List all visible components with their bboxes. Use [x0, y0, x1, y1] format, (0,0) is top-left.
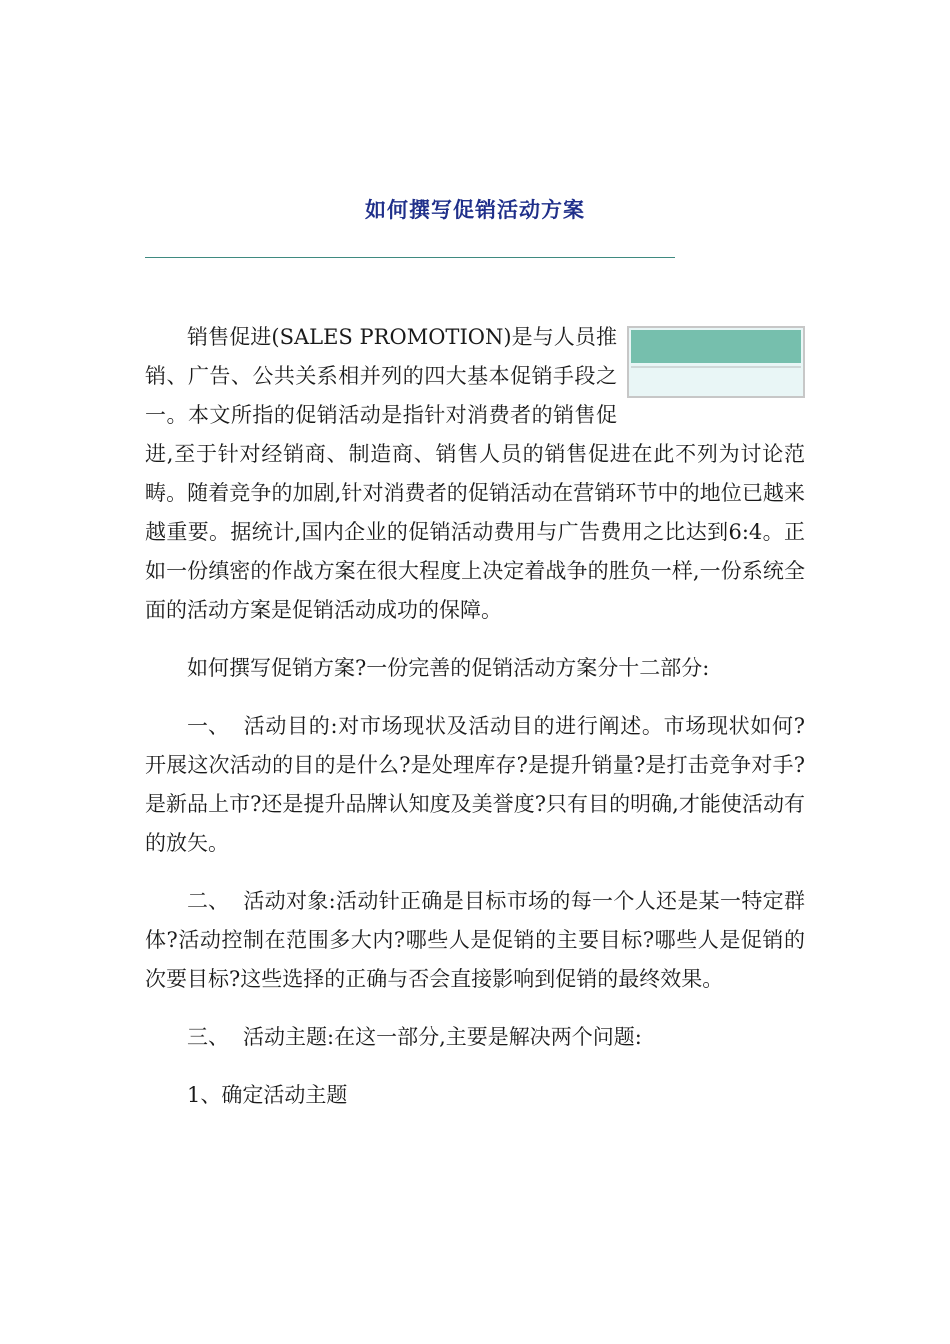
image-header-bar — [631, 330, 801, 363]
image-separator — [631, 366, 801, 368]
sub-item-paragraph: 1、确定活动主题 — [187, 1083, 348, 1107]
section-paragraph — [145, 707, 805, 863]
section-text: 活动对象:活动针正确是目标市场的每一个人还是某一特定群体?活动控制在范围多大内?哪些人是促销的主要目标?哪些人是促销的次要目标?这些选择的正确与否会直接影响到促销的最终效果。 — [145, 889, 805, 991]
section-paragraph — [145, 1018, 805, 1057]
section-number: 一、 — [187, 714, 229, 738]
section-text: 活动主题:在这一部分,主要是解决两个问题: — [243, 1025, 642, 1049]
section-number: 二、 — [187, 889, 229, 913]
document-body — [145, 318, 805, 1134]
section-number: 三、 — [187, 1025, 229, 1049]
title-divider — [145, 257, 675, 258]
intro-paragraph — [145, 318, 805, 630]
intro-text: 销售促进(SALES PROMOTION)是与人员推销、广告、公共关系相并列的四大基本促销手段之一。本文所指的促销活动是指针对消费者的销售促进,至于针对经销商、制造商、销售人员的销售促进在此不列为讨论范畴。随着竞争的加剧,针对消费者的促销活动在营销环节中的地位已越来越重要。据统计,国内企业的促销活动费用与广告费用之比达到6:4。正如一份缜密的作战方案在很大程度上决定着战争的胜负一样,一份系统全面的活动方案是促销活动成功的保障。 — [145, 325, 805, 622]
document-title: 如何撰写促销活动方案 — [365, 197, 585, 222]
embedded-image-placeholder — [627, 326, 805, 398]
section-paragraph — [145, 882, 805, 999]
outline-intro-paragraph: 如何撰写促销方案?一份完善的促销活动方案分十二部分: — [187, 656, 710, 680]
section-text: 活动目的:对市场现状及活动目的进行阐述。市场现状如何?开展这次活动的目的是什么?是处理库存?是提升销量?是打击竞争对手?是新品上市?还是提升品牌认知度及美誉度?只有目的明确,才能使活动有的放矢。 — [145, 714, 805, 855]
